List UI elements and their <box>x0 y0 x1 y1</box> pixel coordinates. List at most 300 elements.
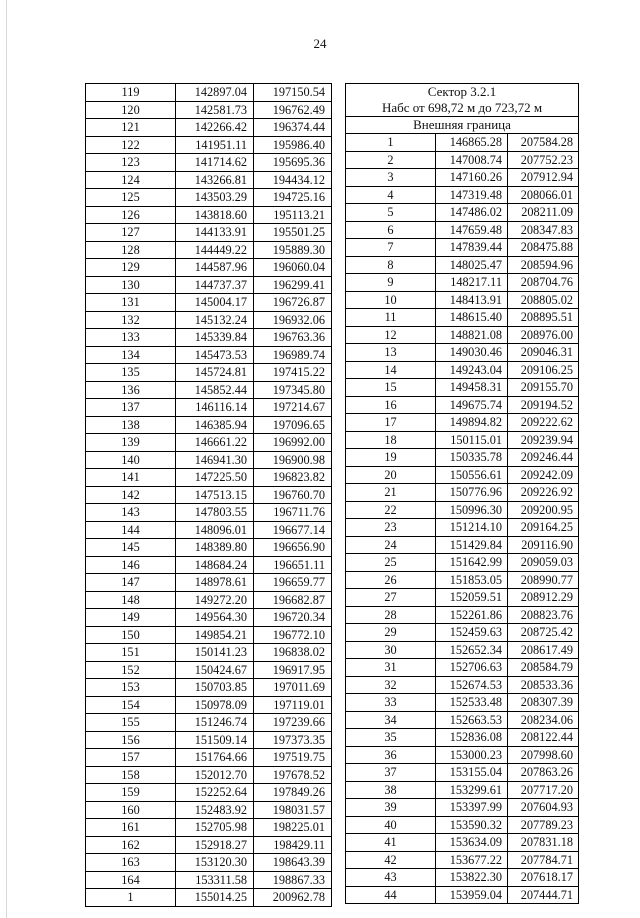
x-coordinate-cell: 150556.61 <box>436 466 508 484</box>
table-row <box>86 871 332 889</box>
x-coordinate-cell: 150141.23 <box>176 644 254 662</box>
x-coordinate-cell: 150703.85 <box>176 679 254 697</box>
y-coordinate-cell: 208122.44 <box>508 729 579 747</box>
point-number-cell: 131 <box>86 294 176 312</box>
x-coordinate-cell: 146941.30 <box>176 451 254 469</box>
point-number-cell: 140 <box>86 451 176 469</box>
x-coordinate-cell: 151214.10 <box>436 519 508 537</box>
table-row <box>346 676 579 694</box>
y-coordinate-cell: 195501.25 <box>254 224 332 242</box>
point-number-cell: 7 <box>346 239 436 257</box>
point-number-cell: 155 <box>86 714 176 732</box>
x-coordinate-cell: 153677.22 <box>436 851 508 869</box>
x-coordinate-cell: 153311.58 <box>176 871 254 889</box>
point-number-cell: 138 <box>86 416 176 434</box>
table-row <box>346 344 579 362</box>
y-coordinate-cell: 207863.26 <box>508 764 579 782</box>
table-row <box>346 466 579 484</box>
point-number-cell: 139 <box>86 434 176 452</box>
table-row <box>346 256 579 274</box>
table-row <box>86 574 332 592</box>
y-coordinate-cell: 207998.60 <box>508 746 579 764</box>
table-row <box>346 606 579 624</box>
y-coordinate-cell: 197214.67 <box>254 399 332 417</box>
y-coordinate-cell: 197345.80 <box>254 381 332 399</box>
x-coordinate-cell: 152918.27 <box>176 836 254 854</box>
point-number-cell: 124 <box>86 171 176 189</box>
table-row <box>86 749 332 767</box>
point-number-cell: 133 <box>86 329 176 347</box>
table-row <box>346 694 579 712</box>
point-number-cell: 13 <box>346 344 436 362</box>
x-coordinate-cell: 152705.98 <box>176 819 254 837</box>
x-coordinate-cell: 148096.01 <box>176 521 254 539</box>
point-number-cell: 149 <box>86 609 176 627</box>
y-coordinate-cell: 209106.25 <box>508 361 579 379</box>
x-coordinate-cell: 148389.80 <box>176 539 254 557</box>
point-number-cell: 33 <box>346 694 436 712</box>
point-number-cell: 143 <box>86 504 176 522</box>
y-coordinate-cell: 196659.77 <box>254 574 332 592</box>
table-row <box>86 696 332 714</box>
table-row <box>86 206 332 224</box>
y-coordinate-cell: 197119.01 <box>254 696 332 714</box>
y-coordinate-cell: 209242.09 <box>508 466 579 484</box>
x-coordinate-cell: 145004.17 <box>176 294 254 312</box>
point-number-cell: 119 <box>86 84 176 102</box>
table-row <box>346 834 579 852</box>
x-coordinate-cell: 152252.64 <box>176 784 254 802</box>
table-row <box>346 414 579 432</box>
x-coordinate-cell: 152836.08 <box>436 729 508 747</box>
table-row <box>86 556 332 574</box>
y-coordinate-cell: 209246.44 <box>508 449 579 467</box>
point-number-cell: 6 <box>346 221 436 239</box>
table-row <box>346 221 579 239</box>
table-row <box>346 711 579 729</box>
point-number-cell: 14 <box>346 361 436 379</box>
y-coordinate-cell: 196932.06 <box>254 311 332 329</box>
y-coordinate-cell: 195113.21 <box>254 206 332 224</box>
x-coordinate-cell: 153959.04 <box>436 886 508 904</box>
point-number-cell: 20 <box>346 466 436 484</box>
point-number-cell: 144 <box>86 521 176 539</box>
x-coordinate-cell: 144737.37 <box>176 276 254 294</box>
point-number-cell: 15 <box>346 379 436 397</box>
x-coordinate-cell: 150996.30 <box>436 501 508 519</box>
table-row <box>346 659 579 677</box>
table-row <box>86 504 332 522</box>
point-number-cell: 152 <box>86 661 176 679</box>
point-number-cell: 151 <box>86 644 176 662</box>
x-coordinate-cell: 148413.91 <box>436 291 508 309</box>
point-number-cell: 25 <box>346 554 436 572</box>
x-coordinate-cell: 146116.14 <box>176 399 254 417</box>
x-coordinate-cell: 147225.50 <box>176 469 254 487</box>
sector-title: Сектор 3.2.1 <box>346 84 579 101</box>
point-number-cell: 36 <box>346 746 436 764</box>
point-number-cell: 30 <box>346 641 436 659</box>
y-coordinate-cell: 208725.42 <box>508 624 579 642</box>
x-coordinate-cell: 145724.81 <box>176 364 254 382</box>
y-coordinate-cell: 196656.90 <box>254 539 332 557</box>
table-row <box>346 169 579 187</box>
x-coordinate-cell: 147659.48 <box>436 221 508 239</box>
table-row <box>346 886 579 904</box>
y-coordinate-cell: 207584.28 <box>508 134 579 152</box>
table-row <box>86 311 332 329</box>
y-coordinate-cell: 195986.40 <box>254 136 332 154</box>
point-number-cell: 153 <box>86 679 176 697</box>
x-coordinate-cell: 151764.66 <box>176 749 254 767</box>
point-number-cell: 16 <box>346 396 436 414</box>
x-coordinate-cell: 149030.46 <box>436 344 508 362</box>
y-coordinate-cell: 209164.25 <box>508 519 579 537</box>
y-coordinate-cell: 197415.22 <box>254 364 332 382</box>
point-number-cell: 28 <box>346 606 436 624</box>
point-number-cell: 23 <box>346 519 436 537</box>
table-row <box>86 679 332 697</box>
x-coordinate-cell: 153634.09 <box>436 834 508 852</box>
y-coordinate-cell: 197519.75 <box>254 749 332 767</box>
point-number-cell: 126 <box>86 206 176 224</box>
point-number-cell: 163 <box>86 854 176 872</box>
point-number-cell: 10 <box>346 291 436 309</box>
table-row <box>86 836 332 854</box>
table-row <box>86 416 332 434</box>
point-number-cell: 147 <box>86 574 176 592</box>
point-number-cell: 37 <box>346 764 436 782</box>
table-row <box>346 729 579 747</box>
point-number-cell: 34 <box>346 711 436 729</box>
x-coordinate-cell: 150776.96 <box>436 484 508 502</box>
point-number-cell: 129 <box>86 259 176 277</box>
y-coordinate-cell: 208234.06 <box>508 711 579 729</box>
x-coordinate-cell: 146385.94 <box>176 416 254 434</box>
table-row <box>346 851 579 869</box>
y-coordinate-cell: 197150.54 <box>254 84 332 102</box>
table-row <box>346 361 579 379</box>
table-row <box>346 746 579 764</box>
table-row <box>86 119 332 137</box>
x-coordinate-cell: 150115.01 <box>436 431 508 449</box>
y-coordinate-cell: 195889.30 <box>254 241 332 259</box>
table-row <box>86 346 332 364</box>
table-row <box>346 186 579 204</box>
y-coordinate-cell: 207831.18 <box>508 834 579 852</box>
y-coordinate-cell: 196989.74 <box>254 346 332 364</box>
point-number-cell: 9 <box>346 274 436 292</box>
point-number-cell: 150 <box>86 626 176 644</box>
x-coordinate-cell: 152674.53 <box>436 676 508 694</box>
y-coordinate-cell: 208976.00 <box>508 326 579 344</box>
table-row <box>346 869 579 887</box>
x-coordinate-cell: 147513.15 <box>176 486 254 504</box>
y-coordinate-cell: 208584.79 <box>508 659 579 677</box>
point-number-cell: 1 <box>346 134 436 152</box>
x-coordinate-cell: 148684.24 <box>176 556 254 574</box>
x-coordinate-cell: 146865.28 <box>436 134 508 152</box>
x-coordinate-cell: 151853.05 <box>436 571 508 589</box>
table-row <box>86 171 332 189</box>
y-coordinate-cell: 194434.12 <box>254 171 332 189</box>
y-coordinate-cell: 196823.82 <box>254 469 332 487</box>
table-row <box>86 189 332 207</box>
point-number-cell: 38 <box>346 781 436 799</box>
y-coordinate-cell: 207752.23 <box>508 151 579 169</box>
y-coordinate-cell: 209116.90 <box>508 536 579 554</box>
table-row <box>86 434 332 452</box>
x-coordinate-cell: 152533.48 <box>436 694 508 712</box>
y-coordinate-cell: 208617.49 <box>508 641 579 659</box>
point-number-cell: 132 <box>86 311 176 329</box>
y-coordinate-cell: 197373.35 <box>254 731 332 749</box>
y-coordinate-cell: 196763.36 <box>254 329 332 347</box>
y-coordinate-cell: 208066.01 <box>508 186 579 204</box>
table-row <box>86 714 332 732</box>
table-row <box>86 259 332 277</box>
table-row <box>86 294 332 312</box>
x-coordinate-cell: 153120.30 <box>176 854 254 872</box>
table-row <box>346 274 579 292</box>
x-coordinate-cell: 147319.48 <box>436 186 508 204</box>
y-coordinate-cell: 207784.71 <box>508 851 579 869</box>
y-coordinate-cell: 196917.95 <box>254 661 332 679</box>
point-number-cell: 42 <box>346 851 436 869</box>
x-coordinate-cell: 151246.74 <box>176 714 254 732</box>
table-row <box>86 486 332 504</box>
point-number-cell: 134 <box>86 346 176 364</box>
x-coordinate-cell: 147803.55 <box>176 504 254 522</box>
point-number-cell: 21 <box>346 484 436 502</box>
point-number-cell: 17 <box>346 414 436 432</box>
table-row <box>346 536 579 554</box>
table-row <box>346 519 579 537</box>
point-number-cell: 12 <box>346 326 436 344</box>
y-coordinate-cell: 196772.10 <box>254 626 332 644</box>
x-coordinate-cell: 148217.11 <box>436 274 508 292</box>
x-coordinate-cell: 144449.22 <box>176 241 254 259</box>
table-row <box>86 661 332 679</box>
y-coordinate-cell: 196760.70 <box>254 486 332 504</box>
point-number-cell: 141 <box>86 469 176 487</box>
scan-edge-line <box>6 0 7 918</box>
point-number-cell: 27 <box>346 589 436 607</box>
table-row <box>346 431 579 449</box>
y-coordinate-cell: 209200.95 <box>508 501 579 519</box>
point-number-cell: 11 <box>346 309 436 327</box>
table-row <box>86 801 332 819</box>
y-coordinate-cell: 208823.76 <box>508 606 579 624</box>
y-coordinate-cell: 208594.96 <box>508 256 579 274</box>
x-coordinate-cell: 142581.73 <box>176 101 254 119</box>
x-coordinate-cell: 153299.61 <box>436 781 508 799</box>
table-row <box>346 326 579 344</box>
x-coordinate-cell: 153000.23 <box>436 746 508 764</box>
table-row <box>346 501 579 519</box>
boundary-label-row <box>346 117 579 134</box>
y-coordinate-cell: 209226.92 <box>508 484 579 502</box>
y-coordinate-cell: 207604.93 <box>508 799 579 817</box>
x-coordinate-cell: 141714.62 <box>176 154 254 172</box>
y-coordinate-cell: 198031.57 <box>254 801 332 819</box>
x-coordinate-cell: 152663.53 <box>436 711 508 729</box>
y-coordinate-cell: 196992.00 <box>254 434 332 452</box>
table-row <box>86 241 332 259</box>
x-coordinate-cell: 144133.91 <box>176 224 254 242</box>
x-coordinate-cell: 153397.99 <box>436 799 508 817</box>
table-row <box>86 381 332 399</box>
left-table-body <box>86 84 332 907</box>
x-coordinate-cell: 145852.44 <box>176 381 254 399</box>
point-number-cell: 22 <box>346 501 436 519</box>
point-number-cell: 148 <box>86 591 176 609</box>
x-coordinate-cell: 151429.84 <box>436 536 508 554</box>
y-coordinate-cell: 196762.49 <box>254 101 332 119</box>
y-coordinate-cell: 198867.33 <box>254 871 332 889</box>
y-coordinate-cell: 196677.14 <box>254 521 332 539</box>
point-number-cell: 19 <box>346 449 436 467</box>
x-coordinate-cell: 145132.24 <box>176 311 254 329</box>
point-number-cell: 8 <box>346 256 436 274</box>
x-coordinate-cell: 153590.32 <box>436 816 508 834</box>
table-row <box>86 84 332 102</box>
y-coordinate-cell: 197678.52 <box>254 766 332 784</box>
table-row <box>86 609 332 627</box>
table-row <box>86 591 332 609</box>
point-number-cell: 157 <box>86 749 176 767</box>
table-row <box>86 224 332 242</box>
x-coordinate-cell: 143818.60 <box>176 206 254 224</box>
point-number-cell: 1 <box>86 889 176 907</box>
point-number-cell: 162 <box>86 836 176 854</box>
y-coordinate-cell: 197239.66 <box>254 714 332 732</box>
x-coordinate-cell: 152261.86 <box>436 606 508 624</box>
y-coordinate-cell: 208704.76 <box>508 274 579 292</box>
table-row <box>346 641 579 659</box>
y-coordinate-cell: 208307.39 <box>508 694 579 712</box>
right-table-body <box>346 84 579 904</box>
y-coordinate-cell: 208990.77 <box>508 571 579 589</box>
y-coordinate-cell: 196720.34 <box>254 609 332 627</box>
table-row <box>86 399 332 417</box>
table-row <box>346 309 579 327</box>
x-coordinate-cell: 153822.30 <box>436 869 508 887</box>
x-coordinate-cell: 147486.02 <box>436 204 508 222</box>
point-number-cell: 18 <box>346 431 436 449</box>
y-coordinate-cell: 198225.01 <box>254 819 332 837</box>
table-row <box>86 521 332 539</box>
y-coordinate-cell: 209059.03 <box>508 554 579 572</box>
y-coordinate-cell: 207789.23 <box>508 816 579 834</box>
table-row <box>346 484 579 502</box>
y-coordinate-cell: 196374.44 <box>254 119 332 137</box>
y-coordinate-cell: 197011.69 <box>254 679 332 697</box>
boundary-label: Внешняя граница <box>346 117 579 134</box>
y-coordinate-cell: 200962.78 <box>254 889 332 907</box>
x-coordinate-cell: 148615.40 <box>436 309 508 327</box>
x-coordinate-cell: 150978.09 <box>176 696 254 714</box>
x-coordinate-cell: 151642.99 <box>436 554 508 572</box>
y-coordinate-cell: 195695.36 <box>254 154 332 172</box>
sector-subtitle-row <box>346 100 579 117</box>
table-row <box>346 589 579 607</box>
table-row <box>86 854 332 872</box>
table-row <box>86 766 332 784</box>
point-number-cell: 26 <box>346 571 436 589</box>
point-number-cell: 142 <box>86 486 176 504</box>
table-row <box>346 291 579 309</box>
x-coordinate-cell: 148025.47 <box>436 256 508 274</box>
table-row <box>346 449 579 467</box>
y-coordinate-cell: 196900.98 <box>254 451 332 469</box>
x-coordinate-cell: 149564.30 <box>176 609 254 627</box>
y-coordinate-cell: 209239.94 <box>508 431 579 449</box>
table-row <box>346 781 579 799</box>
table-row <box>86 539 332 557</box>
point-number-cell: 120 <box>86 101 176 119</box>
x-coordinate-cell: 149894.82 <box>436 414 508 432</box>
y-coordinate-cell: 196682.87 <box>254 591 332 609</box>
y-coordinate-cell: 208347.83 <box>508 221 579 239</box>
y-coordinate-cell: 209046.31 <box>508 344 579 362</box>
table-row <box>346 396 579 414</box>
point-number-cell: 146 <box>86 556 176 574</box>
point-number-cell: 127 <box>86 224 176 242</box>
point-number-cell: 41 <box>346 834 436 852</box>
table-row <box>86 276 332 294</box>
table-row <box>86 731 332 749</box>
x-coordinate-cell: 155014.25 <box>176 889 254 907</box>
point-number-cell: 4 <box>346 186 436 204</box>
point-number-cell: 5 <box>346 204 436 222</box>
point-number-cell: 121 <box>86 119 176 137</box>
x-coordinate-cell: 142897.04 <box>176 84 254 102</box>
x-coordinate-cell: 147160.26 <box>436 169 508 187</box>
table-row <box>346 134 579 152</box>
table-row <box>86 626 332 644</box>
point-number-cell: 137 <box>86 399 176 417</box>
y-coordinate-cell: 208211.09 <box>508 204 579 222</box>
point-number-cell: 158 <box>86 766 176 784</box>
point-number-cell: 145 <box>86 539 176 557</box>
x-coordinate-cell: 144587.96 <box>176 259 254 277</box>
y-coordinate-cell: 196299.41 <box>254 276 332 294</box>
point-number-cell: 40 <box>346 816 436 834</box>
point-number-cell: 160 <box>86 801 176 819</box>
x-coordinate-cell: 149854.21 <box>176 626 254 644</box>
x-coordinate-cell: 152483.92 <box>176 801 254 819</box>
point-number-cell: 156 <box>86 731 176 749</box>
table-row <box>346 764 579 782</box>
y-coordinate-cell: 207444.71 <box>508 886 579 904</box>
y-coordinate-cell: 197849.26 <box>254 784 332 802</box>
x-coordinate-cell: 148978.61 <box>176 574 254 592</box>
table-row <box>86 644 332 662</box>
x-coordinate-cell: 147839.44 <box>436 239 508 257</box>
table-row <box>86 784 332 802</box>
x-coordinate-cell: 152652.34 <box>436 641 508 659</box>
x-coordinate-cell: 149675.74 <box>436 396 508 414</box>
y-coordinate-cell: 198643.39 <box>254 854 332 872</box>
point-number-cell: 39 <box>346 799 436 817</box>
point-number-cell: 123 <box>86 154 176 172</box>
table-row <box>86 101 332 119</box>
y-coordinate-cell: 207717.20 <box>508 781 579 799</box>
point-number-cell: 164 <box>86 871 176 889</box>
y-coordinate-cell: 207912.94 <box>508 169 579 187</box>
x-coordinate-cell: 142266.42 <box>176 119 254 137</box>
